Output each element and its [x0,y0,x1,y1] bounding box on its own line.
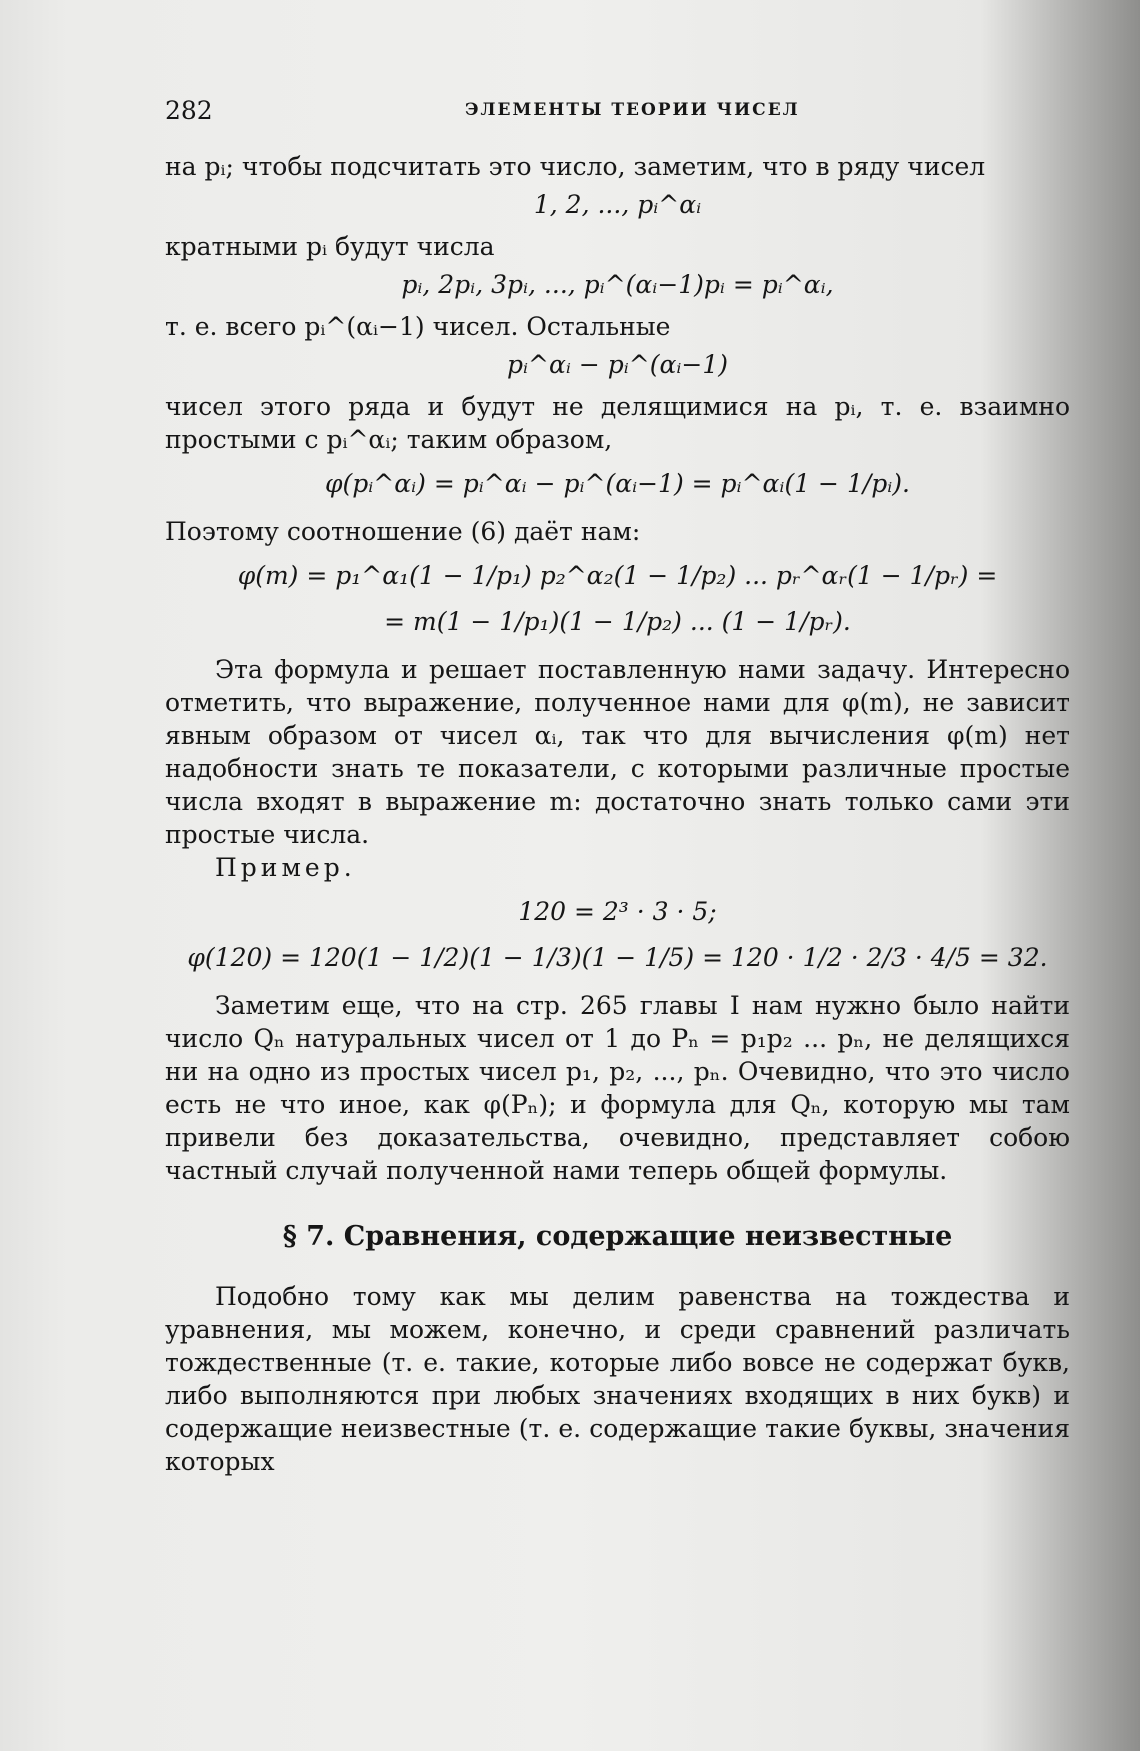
paragraph: на pᵢ; чтобы подсчитать это число, заметим, что в ряду чисел [165,152,986,181]
page-number: 282 [165,96,213,125]
section-heading: § 7. Сравнения, содержащие неизвестные [282,1221,953,1252]
formula: 1, 2, ..., pᵢ^αᵢ [533,190,702,219]
formula-line: φ(120) = 120(1 − 1/2)(1 − 1/3)(1 − 1/5) = 120 · 1/2 · 2/3 · 4/5 = 32. [187,943,1048,972]
formula-line: φ(m) = p₁^α₁(1 − 1/p₁) p₂^α₂(1 − 1/p₂) ... pᵣ^αᵣ(1 − 1/pᵣ) = [237,561,998,590]
paragraph: Заметим еще, что на стр. 265 главы I нам нужно было найти число Qₙ натуральных чисел от 1 до Pₙ = p₁p₂ ... pₙ, не делящихся ни на одно из простых чисел p₁, p₂, ..., pₙ. Очевидно, что это число есть не что иное, как φ(Pₙ); и формула для Qₙ, которую мы там привели без доказательства, очевидно, представляет собою частный случай полученной нами теперь общей формулы. [165,991,1070,1185]
running-title: ЭЛЕМЕНТЫ ТЕОРИИ ЧИСЕЛ [465,100,800,120]
paragraph: Поэтому соотношение (6) даёт нам: [165,517,641,546]
formula-line: = m(1 − 1/p₁)(1 − 1/p₂) ... (1 − 1/pᵣ). [384,607,851,636]
example-label: Пример. [215,853,356,882]
paragraph: Подобно тому как мы делим равенства на тождества и уравнения, мы можем, конечно, и среди сравнений различать тождественные (т. е. такие, которые либо вовсе не содержат букв, либо выполняются при любых значениях входящих в них букв) и содержащие неизвестные (т. е. содержащие такие буквы, значения которых [165,1282,1070,1476]
formula-line: 120 = 2³ · 3 · 5; [518,897,717,926]
page-header [165,96,1045,136]
paragraph: т. е. всего pᵢ^(αᵢ−1) чисел. Остальные [165,312,671,341]
formula: φ(pᵢ^αᵢ) = pᵢ^αᵢ − pᵢ^(αᵢ−1) = pᵢ^αᵢ(1 − 1/pᵢ). [324,469,911,498]
page-body [165,150,1070,1478]
paragraph: чисел этого ряда и будут не делящимися на pᵢ, т. е. взаимно простыми с pᵢ^αᵢ; таким образом, [165,392,1070,454]
paragraph: кратными pᵢ будут числа [165,232,495,261]
formula [165,553,1070,645]
formula: pᵢ^αᵢ − pᵢ^(αᵢ−1) [507,350,728,379]
formula [165,889,1070,981]
formula: pᵢ, 2pᵢ, 3pᵢ, ..., pᵢ^(αᵢ−1)pᵢ = pᵢ^αᵢ, [401,270,834,299]
paragraph: Эта формула и решает поставленную нами задачу. Интересно отметить, что выражение, полученное нами для φ(m), не зависит явным образом от чисел αᵢ, так что для вычисления φ(m) нет надобности знать те показатели, с которыми различные простые числа входят в выражение m: достаточно знать только сами эти простые числа. [165,655,1070,849]
